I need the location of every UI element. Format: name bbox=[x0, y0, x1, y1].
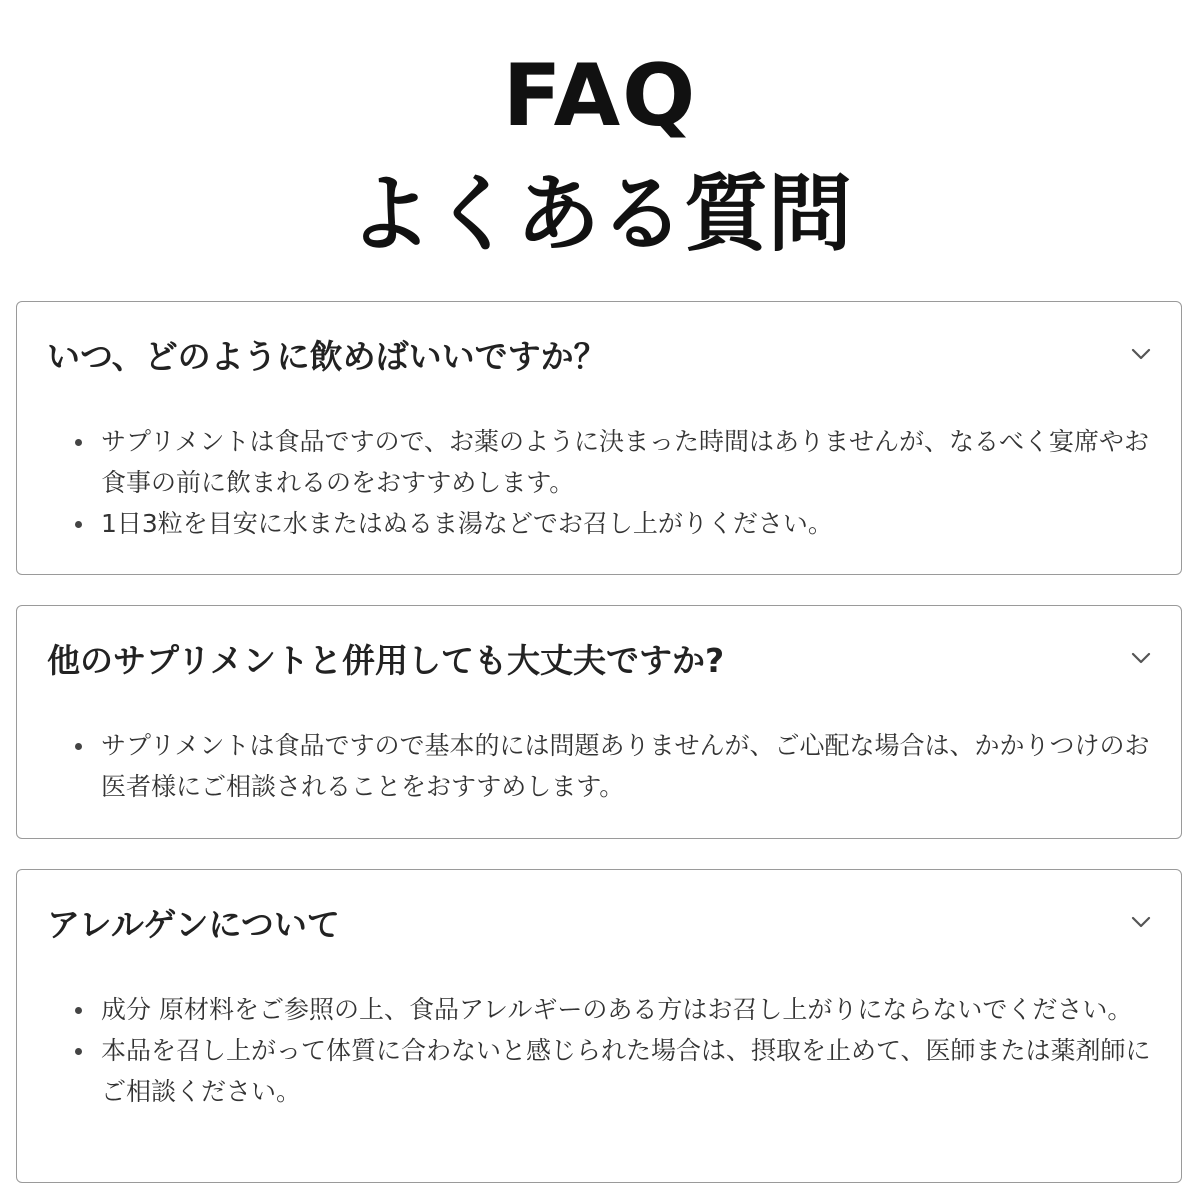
list-item: 成分 原材料をご参照の上、食品アレルギーのある方はお召し上がりにならないでください。 bbox=[75, 989, 1155, 1030]
faq-question-3: アレルゲンについて bbox=[47, 905, 340, 944]
list-item: 1日3粒を目安に水またはぬるま湯などでお召し上がりください。 bbox=[75, 503, 1155, 544]
faq-answer-3 bbox=[75, 989, 1155, 1112]
faq-answer-1 bbox=[75, 421, 1155, 544]
list-item: 本品を召し上がって体質に合わないと感じられた場合は、摂取を止めて、医師または薬剤師にご相談ください。 bbox=[75, 1030, 1155, 1112]
faq-question-toggle-3[interactable] bbox=[47, 900, 1157, 950]
faq-question-toggle-1[interactable] bbox=[47, 332, 1157, 382]
list-item: サプリメントは食品ですので、お薬のように決まった時間はありませんが、なるべく宴席やお食事の前に飲まれるのをおすすめします。 bbox=[75, 421, 1155, 503]
page-header bbox=[0, 48, 1200, 264]
chevron-down-icon[interactable] bbox=[1127, 340, 1155, 368]
faq-item-2 bbox=[16, 605, 1182, 839]
page-title-en: FAQ bbox=[502, 46, 698, 146]
faq-question-1: いつ、どのように飲めばいいですか？ bbox=[47, 337, 607, 376]
faq-item-3 bbox=[16, 869, 1182, 1183]
faq-item-1 bbox=[16, 301, 1182, 575]
faq-question-2: 他のサプリメントと併用しても大丈夫ですか? bbox=[47, 641, 725, 680]
list-item: サプリメントは食品ですので基本的には問題ありませんが、ご心配な場合は、かかりつけのお医者様にご相談されることをおすすめします。 bbox=[75, 725, 1155, 807]
chevron-down-icon[interactable] bbox=[1127, 908, 1155, 936]
page-title-ja: よくある質問 bbox=[347, 165, 852, 263]
faq-answer-2 bbox=[75, 725, 1155, 807]
chevron-down-icon[interactable] bbox=[1127, 644, 1155, 672]
faq-question-toggle-2[interactable] bbox=[47, 636, 1157, 686]
